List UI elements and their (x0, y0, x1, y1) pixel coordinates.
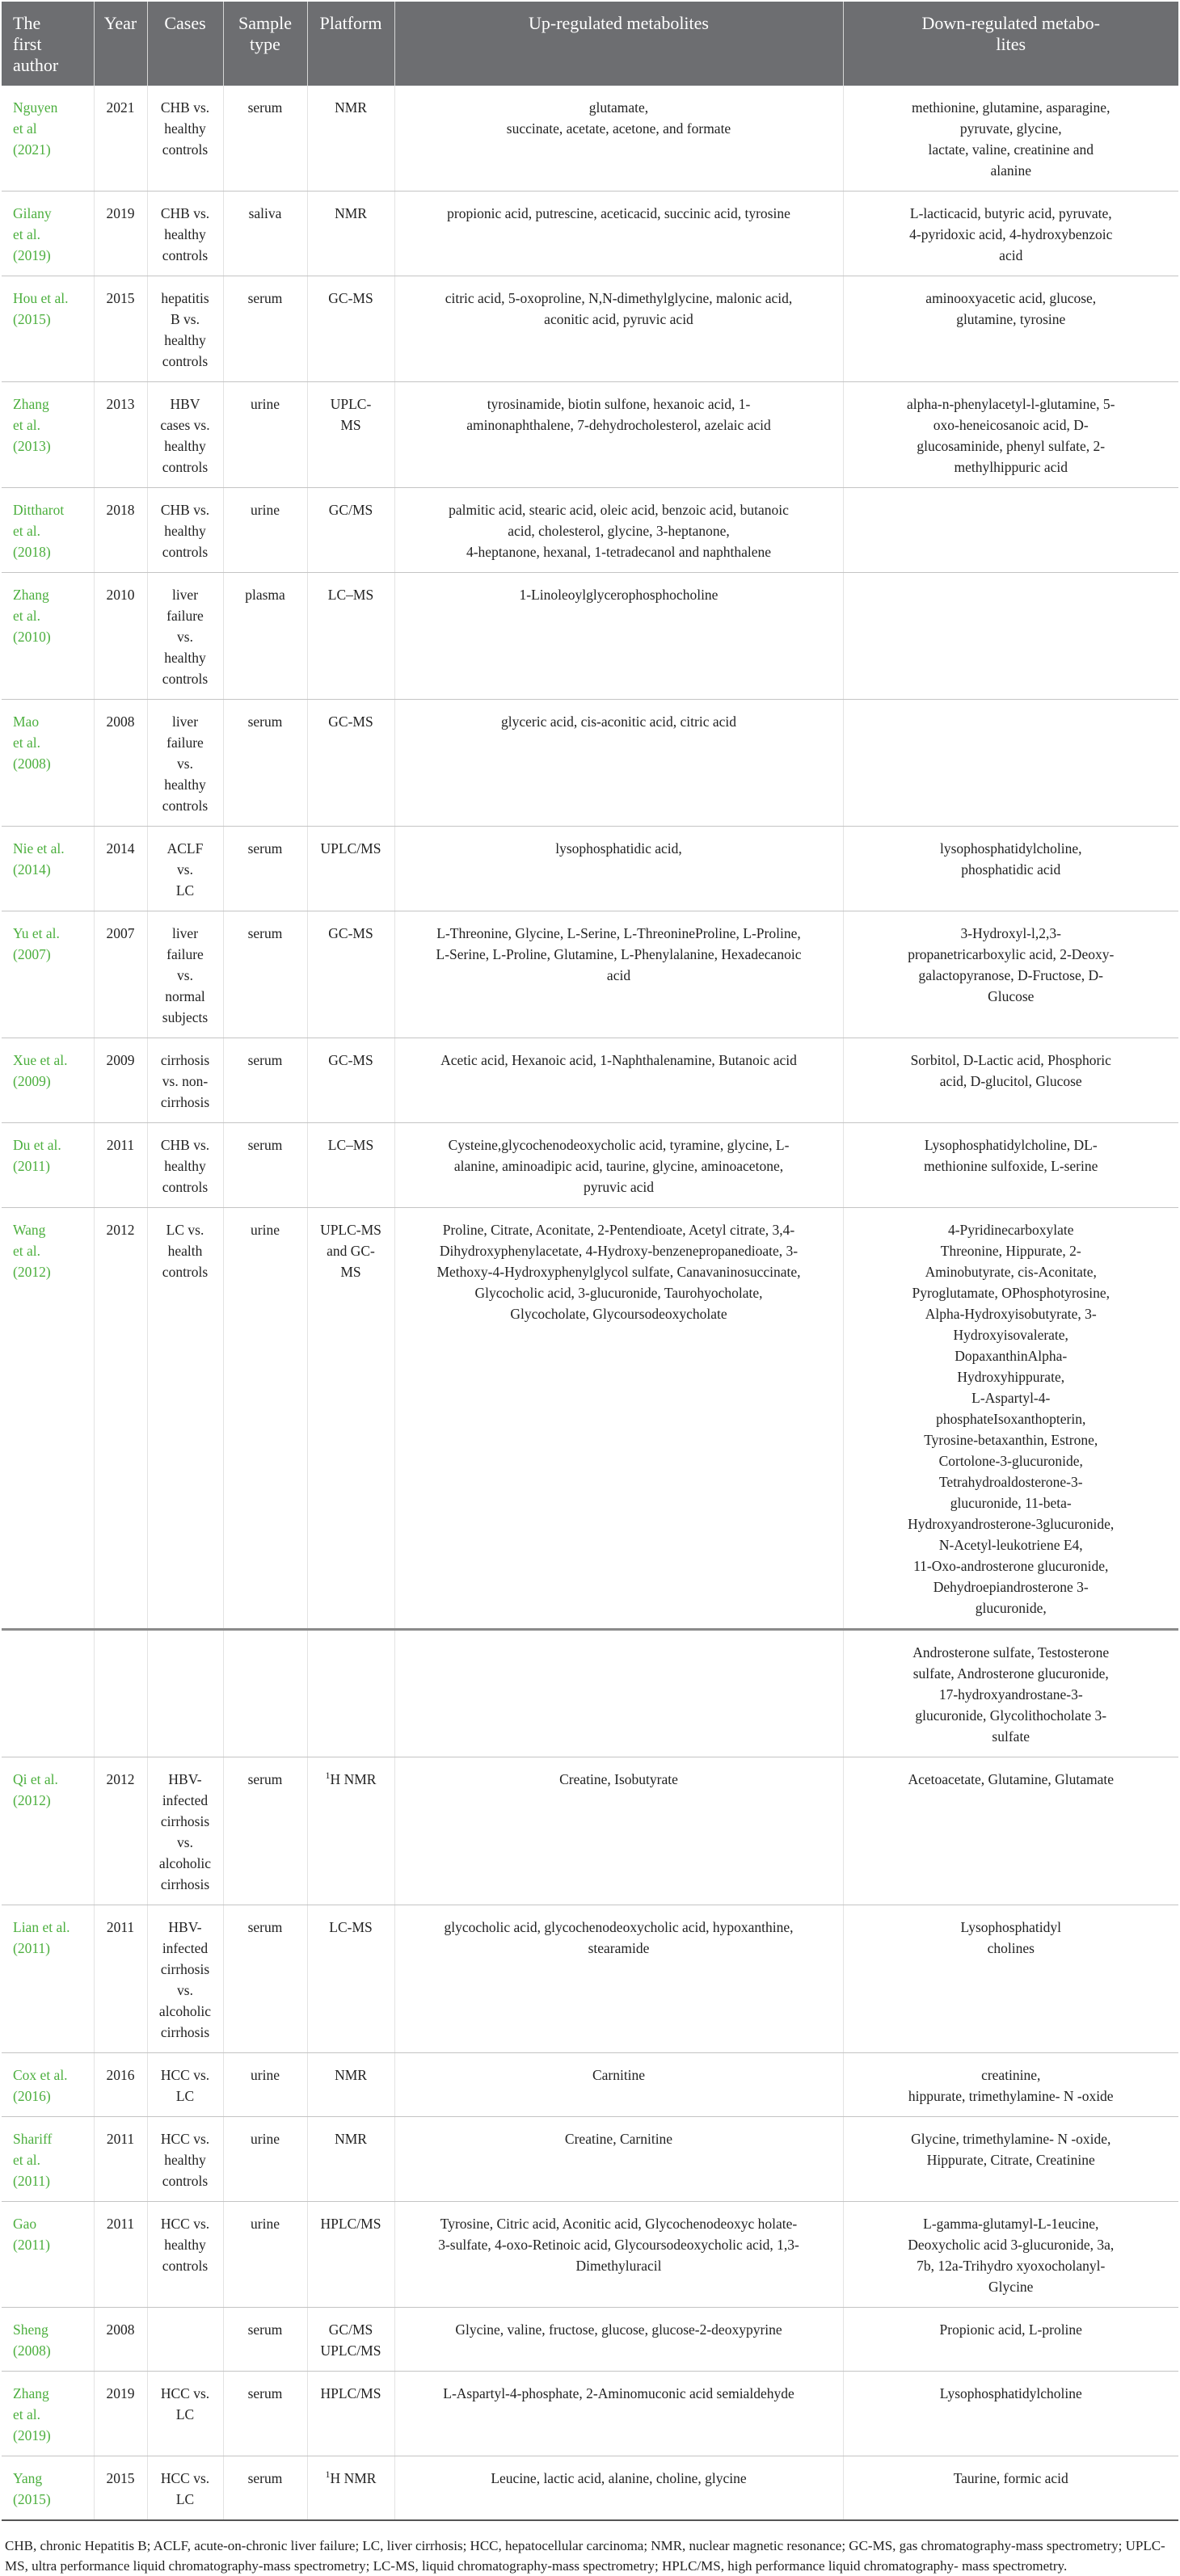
up-regulated-cell: tyrosinamide, biotin sulfone, hexanoic acid, 1- aminonaphthalene, 7-dehydrocholesterol, azelaic acid (394, 382, 843, 488)
platform-cell: NMR (307, 86, 394, 192)
up-regulated-cell: Creatine, Isobutyrate (394, 1757, 843, 1905)
header-down-regulated: Down-regulated metabo- lites (843, 2, 1178, 86)
up-regulated-cell: Proline, Citrate, Aconitate, 2-Pentendioate, Acetyl citrate, 3,4- Dihydroxyphenylacetate, 4-Hydroxy-benzenepropanedioate, 3- Methoxy-4-Hydroxyphenylglycol sulfate, Canavaninosuccinate, Glycocholic acid, 3-glucuronide, Taurohyocholate, Glycocholate, Glycoursodeoxycholate (394, 1208, 843, 1630)
cases-cell: LC vs. health controls (147, 1208, 223, 1630)
year-cell: 2011 (94, 1123, 147, 1208)
table-row (2, 2053, 1178, 2117)
cases-cell: liver failure vs. healthy controls (147, 573, 223, 700)
sample-type-cell: serum (223, 86, 307, 192)
sample-type-cell: serum (223, 2372, 307, 2456)
table-row (2, 192, 1178, 276)
platform-label: NMR (343, 2470, 377, 2486)
cases-cell: HCC vs. healthy controls (147, 2117, 223, 2202)
platform-cell: LC–MS (307, 1123, 394, 1208)
author-cell[interactable]: Nguyen et al (2021) (2, 86, 94, 192)
down-regulated-cell: Glycine, trimethylamine- N -oxide, Hippurate, Citrate, Creatinine (843, 2117, 1178, 2202)
author-cell[interactable]: Shariff et al. (2011) (2, 2117, 94, 2202)
down-regulated-cell: Lysophosphatidylcholine, DL- methionine sulfoxide, L-serine (843, 1123, 1178, 1208)
year-cell: 2014 (94, 827, 147, 911)
author-cell[interactable] (2, 1630, 94, 1757)
down-regulated-cell: creatinine, hippurate, trimethylamine- N -oxide (843, 2053, 1178, 2117)
sample-type-cell: serum (223, 276, 307, 382)
down-regulated-cell: Lysophosphatidylcholine (843, 2372, 1178, 2456)
cases-cell: HCC vs. healthy controls (147, 2202, 223, 2308)
platform-cell: HPLC/MS (307, 2372, 394, 2456)
year-cell (94, 1630, 147, 1757)
up-regulated-cell: L-Threonine, Glycine, L-Serine, L-ThreonineProline, L-Proline, L-Serine, L-Proline, Glutamine, L-Phenylalanine, Hexadecanoic acid (394, 911, 843, 1038)
year-cell: 2009 (94, 1038, 147, 1123)
up-regulated-cell: Acetic acid, Hexanoic acid, 1-Naphthalenamine, Butanoic acid (394, 1038, 843, 1123)
author-cell[interactable]: Dittharot et al. (2018) (2, 488, 94, 573)
cases-cell: HBV cases vs. healthy controls (147, 382, 223, 488)
sample-type-cell: serum (223, 1038, 307, 1123)
year-cell: 2015 (94, 276, 147, 382)
table-row (2, 488, 1178, 573)
sample-type-cell: serum (223, 2308, 307, 2372)
year-cell: 2016 (94, 2053, 147, 2117)
table-header-row (2, 2, 1178, 86)
down-regulated-cell: lysophosphatidylcholine, phosphatidic acid (843, 827, 1178, 911)
sample-type-cell: urine (223, 2053, 307, 2117)
up-regulated-cell (394, 1630, 843, 1757)
year-cell: 2013 (94, 382, 147, 488)
platform-prefix: H (330, 1771, 344, 1787)
table-footnote: CHB, chronic Hepatitis B; ACLF, acute-on-chronic liver failure; LC, liver cirrhosis; HCC, hepatocellular carcinoma; NMR, nuclear magnetic resonance; GC-MS, gas chromatography-mass spectrometry; UPLC-MS, ultra performance liquid chromatography-mass spectrometry; LC-MS, liquid chromatography-mass spectrometry; HPLC/MS, high performance liquid chromatography- mass spectrometry. (5, 2538, 1165, 2574)
down-regulated-cell (843, 573, 1178, 700)
header-platform: Platform (307, 2, 394, 86)
platform-cell: NMR (307, 2053, 394, 2117)
header-year: Year (94, 2, 147, 86)
platform-cell: UPLC-MS and GC- MS (307, 1208, 394, 1630)
cases-cell: CHB vs. healthy controls (147, 1123, 223, 1208)
down-regulated-cell: Androsterone sulfate, Testosterone sulfate, Androsterone glucuronide, 17-hydroxyandrostane-3- glucuronide, Glycolithocholate 3- sulfate (843, 1630, 1178, 1757)
up-regulated-cell: glyceric acid, cis-aconitic acid, citric acid (394, 700, 843, 827)
author-cell[interactable]: Zhang et al. (2010) (2, 573, 94, 700)
author-cell[interactable]: Zhang et al. (2013) (2, 382, 94, 488)
year-cell: 2012 (94, 1757, 147, 1905)
table-row (2, 2308, 1178, 2372)
cases-cell: hepatitis B vs. healthy controls (147, 276, 223, 382)
table-row (2, 1038, 1178, 1123)
cases-cell: liver failure vs. normal subjects (147, 911, 223, 1038)
up-regulated-cell: glycocholic acid, glycochenodeoxycholic acid, hypoxanthine, stearamide (394, 1905, 843, 2053)
sample-type-cell: serum (223, 1905, 307, 2053)
author-cell[interactable]: Mao et al. (2008) (2, 700, 94, 827)
sample-type-cell (223, 1630, 307, 1757)
header-cases: Cases (147, 2, 223, 86)
author-cell[interactable]: Sheng (2008) (2, 2308, 94, 2372)
author-cell[interactable]: Cox et al. (2016) (2, 2053, 94, 2117)
year-cell: 2008 (94, 2308, 147, 2372)
platform-label: NMR (343, 1771, 377, 1787)
platform-cell: GC-MS (307, 911, 394, 1038)
author-cell[interactable]: Lian et al. (2011) (2, 1905, 94, 2053)
sample-type-cell: serum (223, 700, 307, 827)
year-cell: 2007 (94, 911, 147, 1038)
table-row (2, 1123, 1178, 1208)
platform-cell: UPLC/MS (307, 827, 394, 911)
platform-cell: NMR (307, 192, 394, 276)
year-cell: 2012 (94, 1208, 147, 1630)
up-regulated-cell: Carnitine (394, 2053, 843, 2117)
author-cell[interactable]: Yang (2015) (2, 2456, 94, 2521)
down-regulated-cell: 3-Hydroxyl-l,2,3- propanetricarboxylic acid, 2-Deoxy- galactopyranose, D-Fructose, D- Glucose (843, 911, 1178, 1038)
down-regulated-cell: methionine, glutamine, asparagine, pyruvate, glycine, lactate, valine, creatinine and alanine (843, 86, 1178, 192)
up-regulated-cell: Tyrosine, Citric acid, Aconitic acid, Glycochenodeoxyc holate- 3-sulfate, 4-oxo-Retinoic acid, Glycoursodeoxycholic acid, 1,3- Dimethyluracil (394, 2202, 843, 2308)
header-sample-type: Sample type (223, 2, 307, 86)
author-cell[interactable]: Wang et al. (2012) (2, 1208, 94, 1630)
table-row (2, 827, 1178, 911)
table-row (2, 2117, 1178, 2202)
sample-type-cell: urine (223, 488, 307, 573)
sample-type-cell: urine (223, 1208, 307, 1630)
platform-prefix: H (330, 2470, 344, 2486)
cases-cell (147, 2308, 223, 2372)
cases-cell: CHB vs. healthy controls (147, 488, 223, 573)
year-cell: 2015 (94, 2456, 147, 2521)
down-regulated-cell (843, 488, 1178, 573)
metabolite-table-figure (2, 2, 1178, 2576)
cases-cell: CHB vs. healthy controls (147, 192, 223, 276)
up-regulated-cell: glutamate, succinate, acetate, acetone, and formate (394, 86, 843, 192)
table-row (2, 86, 1178, 192)
author-cell[interactable]: Gilany et al. (2019) (2, 192, 94, 276)
platform-cell: HPLC/MS (307, 2202, 394, 2308)
year-cell: 2010 (94, 573, 147, 700)
table-row (2, 2372, 1178, 2456)
table-row (2, 911, 1178, 1038)
table-row (2, 276, 1178, 382)
platform-cell: GC/MS UPLC/MS (307, 2308, 394, 2372)
up-regulated-cell: Creatine, Carnitine (394, 2117, 843, 2202)
author-cell[interactable]: Yu et al. (2007) (2, 911, 94, 1038)
header-up-regulated: Up-regulated metabolites (394, 2, 843, 86)
table-row (2, 2456, 1178, 2521)
sample-type-cell: serum (223, 911, 307, 1038)
table-row (2, 1630, 1178, 1757)
author-cell[interactable]: Gao (2011) (2, 2202, 94, 2308)
up-regulated-cell: propionic acid, putrescine, aceticacid, succinic acid, tyrosine (394, 192, 843, 276)
cases-cell (147, 1630, 223, 1757)
author-cell[interactable]: Zhang et al. (2019) (2, 2372, 94, 2456)
platform-cell: LC-MS (307, 1905, 394, 2053)
sample-type-cell: urine (223, 382, 307, 488)
platform-cell: GC-MS (307, 700, 394, 827)
cases-cell: HCC vs. LC (147, 2372, 223, 2456)
header-first-author: The first author (2, 2, 94, 86)
sample-type-cell: urine (223, 2202, 307, 2308)
year-cell: 2011 (94, 2117, 147, 2202)
metabolite-table (2, 2, 1178, 2521)
down-regulated-cell: Sorbitol, D-Lactic acid, Phosphoric acid, D-glucitol, Glucose (843, 1038, 1178, 1123)
year-cell: 2021 (94, 86, 147, 192)
down-regulated-cell: Acetoacetate, Glutamine, Glutamate (843, 1757, 1178, 1905)
platform-cell: GC-MS (307, 276, 394, 382)
up-regulated-cell: palmitic acid, stearic acid, oleic acid, benzoic acid, butanoic acid, cholesterol, glycine, 3-heptanone, 4-heptanone, hexanal, 1-tetradecanol and naphthalene (394, 488, 843, 573)
up-regulated-cell: Leucine, lactic acid, alanine, choline, glycine (394, 2456, 843, 2521)
down-regulated-cell: Lysophosphatidyl cholines (843, 1905, 1178, 2053)
sample-type-cell: serum (223, 2456, 307, 2521)
platform-superscript: 1 (325, 2469, 331, 2481)
cases-cell: cirrhosis vs. non- cirrhosis (147, 1038, 223, 1123)
sample-type-cell: saliva (223, 192, 307, 276)
up-regulated-cell: citric acid, 5-oxoproline, N,N-dimethylglycine, malonic acid, aconitic acid, pyruvic acid (394, 276, 843, 382)
table-row (2, 1905, 1178, 2053)
author-cell[interactable]: Qi et al. (2012) (2, 1757, 94, 1905)
year-cell: 2011 (94, 1905, 147, 2053)
cases-cell: HCC vs. LC (147, 2053, 223, 2117)
sample-type-cell: serum (223, 827, 307, 911)
platform-cell (307, 1630, 394, 1757)
cases-cell: CHB vs. healthy controls (147, 86, 223, 192)
sample-type-cell: plasma (223, 573, 307, 700)
platform-cell (307, 1757, 394, 1905)
year-cell: 2018 (94, 488, 147, 573)
platform-cell: NMR (307, 2117, 394, 2202)
table-row (2, 573, 1178, 700)
platform-cell (307, 2456, 394, 2521)
table-body (2, 86, 1178, 2520)
up-regulated-cell: lysophosphatidic acid, (394, 827, 843, 911)
down-regulated-cell: Taurine, formic acid (843, 2456, 1178, 2521)
sample-type-cell: serum (223, 1123, 307, 1208)
up-regulated-cell: Cysteine,glycochenodeoxycholic acid, tyramine, glycine, L- alanine, aminoadipic acid, taurine, glycine, aminoacetone, pyruvic acid (394, 1123, 843, 1208)
cases-cell: liver failure vs. healthy controls (147, 700, 223, 827)
down-regulated-cell: L-lacticacid, butyric acid, pyruvate, 4-pyridoxic acid, 4-hydroxybenzoic acid (843, 192, 1178, 276)
cases-cell: HBV- infected cirrhosis vs. alcoholic cirrhosis (147, 1905, 223, 2053)
down-regulated-cell: aminooxyacetic acid, glucose, glutamine, tyrosine (843, 276, 1178, 382)
year-cell: 2008 (94, 700, 147, 827)
table-row (2, 2202, 1178, 2308)
platform-cell: GC-MS (307, 1038, 394, 1123)
cases-cell: ACLF vs. LC (147, 827, 223, 911)
platform-cell: LC–MS (307, 573, 394, 700)
author-cell[interactable]: Xue et al. (2009) (2, 1038, 94, 1123)
year-cell: 2019 (94, 2372, 147, 2456)
platform-cell: UPLC- MS (307, 382, 394, 488)
table-row (2, 700, 1178, 827)
sample-type-cell: serum (223, 1757, 307, 1905)
up-regulated-cell: 1-Linoleoylglycerophosphocholine (394, 573, 843, 700)
down-regulated-cell: 4-Pyridinecarboxylate Threonine, Hippurate, 2- Aminobutyrate, cis-Aconitate, Pyroglutamate, OPhosphotyrosine, Alpha-Hydroxyisobutyrate, 3- Hydroxyisovalerate, DopaxanthinAlpha- Hydroxyhippurate, L-Aspartyl-4- phosphateIsoxanthopterin, Tyrosine-betaxanthin, Estrone, Cortolone-3-glucuronide, Tetrahydroaldosterone-3- glucuronide, 11-beta- Hydroxyandrosterone-3glucuronide, N-Acetyl-leukotriene E4, 11-Oxo-androsterone glucuronide, Dehydroepiandrosterone 3- glucuronide, (843, 1208, 1178, 1630)
year-cell: 2019 (94, 192, 147, 276)
table-row (2, 382, 1178, 488)
down-regulated-cell: Propionic acid, L-proline (843, 2308, 1178, 2372)
platform-cell: GC/MS (307, 488, 394, 573)
table-row (2, 1208, 1178, 1630)
down-regulated-cell (843, 700, 1178, 827)
sample-type-cell: urine (223, 2117, 307, 2202)
author-cell[interactable]: Du et al. (2011) (2, 1123, 94, 1208)
author-cell[interactable]: Hou et al. (2015) (2, 276, 94, 382)
up-regulated-cell: Glycine, valine, fructose, glucose, glucose-2-deoxypyrine (394, 2308, 843, 2372)
table-row (2, 1757, 1178, 1905)
up-regulated-cell: L-Aspartyl-4-phosphate, 2-Aminomuconic acid semialdehyde (394, 2372, 843, 2456)
down-regulated-cell: L-gamma-glutamyl-L-1eucine, Deoxycholic acid 3-glucuronide, 3a, 7b, 12a-Trihydro xyoxocholanyl- Glycine (843, 2202, 1178, 2308)
cases-cell: HBV- infected cirrhosis vs. alcoholic cirrhosis (147, 1757, 223, 1905)
author-cell[interactable]: Nie et al. (2014) (2, 827, 94, 911)
cases-cell: HCC vs. LC (147, 2456, 223, 2521)
year-cell: 2011 (94, 2202, 147, 2308)
platform-superscript: 1 (325, 1770, 331, 1782)
down-regulated-cell: alpha-n-phenylacetyl-l-glutamine, 5- oxo-heneicosanoic acid, D- glucosaminide, phenyl sulfate, 2- methylhippuric acid (843, 382, 1178, 488)
